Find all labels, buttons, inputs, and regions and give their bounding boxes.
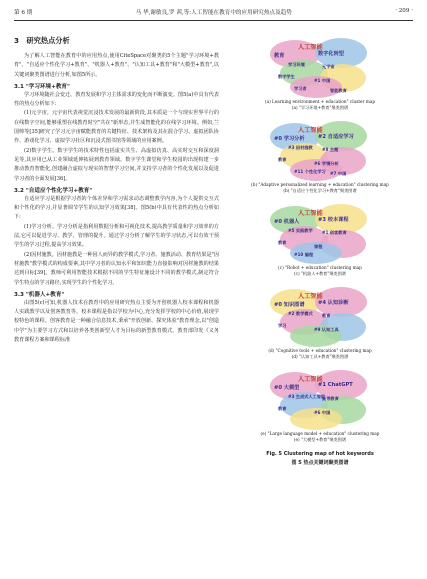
cluster-map — [260, 36, 380, 98]
cluster-keyword: 教育 — [278, 240, 287, 245]
s32-paragraph-2: (1)学习分析。学习分析是指利用数据分析和可视化技术,提高教学质量和学习效率的方法,它可以促进学习、教学、管理的提升。通过学习分析了解学生的学习状态,可以有效干预学生的学习过程,提高学习效果。 — [14, 223, 219, 249]
cluster-keyword: #7 中国 — [330, 171, 347, 176]
cluster-keyword: 人工智能 — [298, 376, 323, 383]
panel-caption-en: (d) "Cognitive tools + education" clustering map — [268, 348, 372, 353]
cluster-keyword: #6 学情分析 — [314, 161, 339, 166]
cluster-keyword: 教育 — [322, 313, 331, 318]
cluster-keyword: 教育 — [278, 406, 287, 411]
s31-paragraph-1: 学习环境随社会变迁、教育发展和学习主体需求的变化而不断演变。图5(a)中具有代表性的热点分析如下: — [14, 91, 219, 108]
panel-caption-zh: (c) "机器人+教育"聚类图谱 — [294, 271, 346, 276]
panel-caption-zh: (a) "学习环境+教育"聚类图谱 — [291, 105, 349, 110]
cluster-keyword: #0 学习分析 — [274, 136, 305, 142]
header-rule — [14, 20, 413, 21]
cluster-keyword: #1 ChatGPT — [318, 382, 353, 388]
cluster-map — [260, 285, 380, 347]
cluster-keyword: #2 教学模式 — [288, 311, 313, 316]
cluster-keyword: #10 编程 — [294, 252, 314, 257]
figure-panel — [226, 202, 414, 277]
s32-paragraph-1: 自适应学习是根据学习者的个体差异和学习需求动态调整教学内容,为个人提供交互式和个性化的学习,并显著调节学生的认知学习效果[38]。图5(b)中具有代表性的热点分析如下: — [14, 195, 219, 221]
cluster-keyword: #3 因材施教 — [288, 145, 313, 150]
cluster-keyword: 高等教育 — [322, 396, 339, 401]
page-number: · 209 · — [395, 8, 413, 14]
cluster-keyword: #0 机器人 — [274, 219, 300, 225]
cluster-keyword: 数字学生 — [278, 74, 295, 79]
section-title-text: 研究热点分析 — [26, 36, 70, 45]
cluster-keyword: 人工智能 — [298, 127, 323, 134]
cluster-keyword: 人工智能 — [298, 293, 323, 300]
cluster-keyword: #6 中国 — [314, 410, 331, 415]
panel-caption-zh: (b) "自适应个性化学习+教育"聚类图谱 — [283, 188, 357, 193]
cluster-keyword: #1 中国 — [314, 78, 331, 83]
cluster-keyword: #1 创客教育 — [322, 230, 347, 235]
figure-caption-zh: 图 5 热点关键词聚类图谱 — [291, 460, 349, 466]
figure-panel — [226, 368, 414, 443]
figure-panel — [226, 36, 414, 111]
cluster-map — [260, 368, 380, 430]
cluster-keyword: 课程 — [314, 244, 323, 249]
cluster-keyword: #3 生成式人工智能 — [288, 394, 326, 399]
cluster-map — [260, 119, 380, 181]
cluster-keyword: #3 校本课程 — [318, 217, 349, 223]
section-title — [14, 36, 219, 46]
cluster-keyword: 学习者 — [294, 86, 307, 91]
cluster-keyword: #11 个性化学习 — [294, 169, 326, 174]
intro-paragraph: 为了解人工智能在教育中的应用热点,使用CiteSpace对聚类的5个主题"学习环境+教育"、"自适应个性化学习+教育"、"机器人+教育"、"认知工具+教育"和"大模型+教育",以关键词聚类图谱进行分析,如图5所示。 — [14, 53, 219, 78]
figure-panel — [226, 119, 414, 194]
cluster-keyword: 人工智能 — [298, 44, 323, 51]
figure-panel — [226, 285, 414, 360]
section-number: 3 — [14, 36, 20, 45]
subsection-3-2-title: 3.2 "自适应个性化学习+教育" — [14, 187, 93, 194]
panel-caption-en: (c) "Robot + education" clustering map — [278, 265, 362, 270]
cluster-keyword: #9 认知工具 — [314, 327, 339, 332]
cluster-keyword: 学习环境 — [288, 62, 305, 67]
cluster-keyword: #5 实践教学 — [288, 228, 313, 233]
cluster-keyword: 元宇宙 — [322, 64, 335, 69]
s32-paragraph-3: (2)因材施教。因材施教是一种因人而异的教学模式,学习者、施教活动、教育结果是"因材施教"教学模式的构成要素,其中学习者的认知水平和知识能力直接影响对因材施教的结果达到目标[39]。教师可利用智能技术根据不同的学生特征施设计不同的教学模式,制定符合学生特点的学习路径,实现学生的个性化学习。 — [14, 251, 219, 286]
running-title: 马 华,谢敏良,罗 茜,等:人工智能在教育中的应用研究热点及趋势 — [135, 10, 292, 16]
figure-caption-en: Fig. 5 Clustering map of hot keywords — [266, 451, 374, 457]
running-header — [14, 8, 413, 19]
issue-number: 第 6 期 — [14, 10, 33, 16]
panel-caption-zh: (e) "大模型+教育"聚类图谱 — [293, 437, 347, 442]
s33-paragraph-1: 由图5(c)可知,机器人技术在教育中的应用研究热点主要为开创机器人校本课程和机器人实践教学以及创客教育等。校本课程是指以学校为中心,充分发挥学校的中心价值,展现学校特色的课程。创客教育是一种融合信息技术,秉承"开放创新、探究体验"教育理念,以"创造中学"为主要学习方式和以培养各类创新型人才为目标的新型教育模式。教育部印发《义务教育课程方案和课程标准 — [14, 299, 219, 344]
cluster-keyword: 智能教育 — [330, 88, 347, 93]
panel-caption-en: (b) "Adaptive personalized learning + education" clustering map — [251, 182, 389, 187]
cluster-keyword: 教育 — [278, 157, 287, 162]
figure-column — [226, 36, 414, 466]
cluster-keyword: #0 知识图谱 — [274, 302, 305, 308]
cluster-keyword: 学习 — [278, 323, 287, 328]
subsection-3-3-title: 3.3 "机器人+教育" — [14, 291, 65, 298]
cluster-keyword: #4 认知诊断 — [318, 300, 349, 306]
left-column — [14, 36, 219, 345]
cluster-keyword: 数字化转型 — [318, 51, 344, 57]
cluster-keyword: #8 主题 — [322, 147, 339, 152]
panel-caption-en: (a) Learning environment + education" cluster map — [264, 99, 376, 104]
s31-paragraph-2: (1)元宇宙。元宇宙代表视觉沉浸技术发展的最新阶段,其本质是一个与现实世界平行的在线数字空间,能够重塑在线教育时空"共在"新形态,并生成智能化的在线学习环境。例如,兰国帅等[35]研究了学习元宇宙赋能教育的关键特征、技术架构及其在混合学习、虚拟团队协作、游戏化学习、虚拟学习社区和沉浸式图书馆等领域的应用案例。 — [14, 110, 219, 145]
s31-paragraph-3: (2)数字学生。数字学生的技术特性包括虚实共生、高虚拟仿真、高实时交互和深度洞见等,其应用已从工业领域延伸拓展到教育领域。数字学生课堂和学生校园的出现构建一步推动教育智能化,创建融合虚拟与现实的智慧学习空间,并支持学习者的个性化发展以及促进学习者的全面发展[36]。 — [14, 147, 219, 182]
cluster-keyword: 教育 — [274, 53, 285, 59]
panel-caption-en: (e) "Large language model + education" clustering map — [260, 431, 380, 436]
cluster-keyword: #2 自适应学习 — [318, 134, 354, 140]
cluster-keyword: 人工智能 — [298, 210, 323, 217]
cluster-keyword: #0 大模型 — [274, 385, 300, 391]
subsection-3-1-title: 3.1 "学习环境+教育" — [14, 83, 70, 90]
cluster-map — [260, 202, 380, 264]
panel-caption-zh: (d) "认知工具+教育"聚类图谱 — [291, 354, 349, 359]
